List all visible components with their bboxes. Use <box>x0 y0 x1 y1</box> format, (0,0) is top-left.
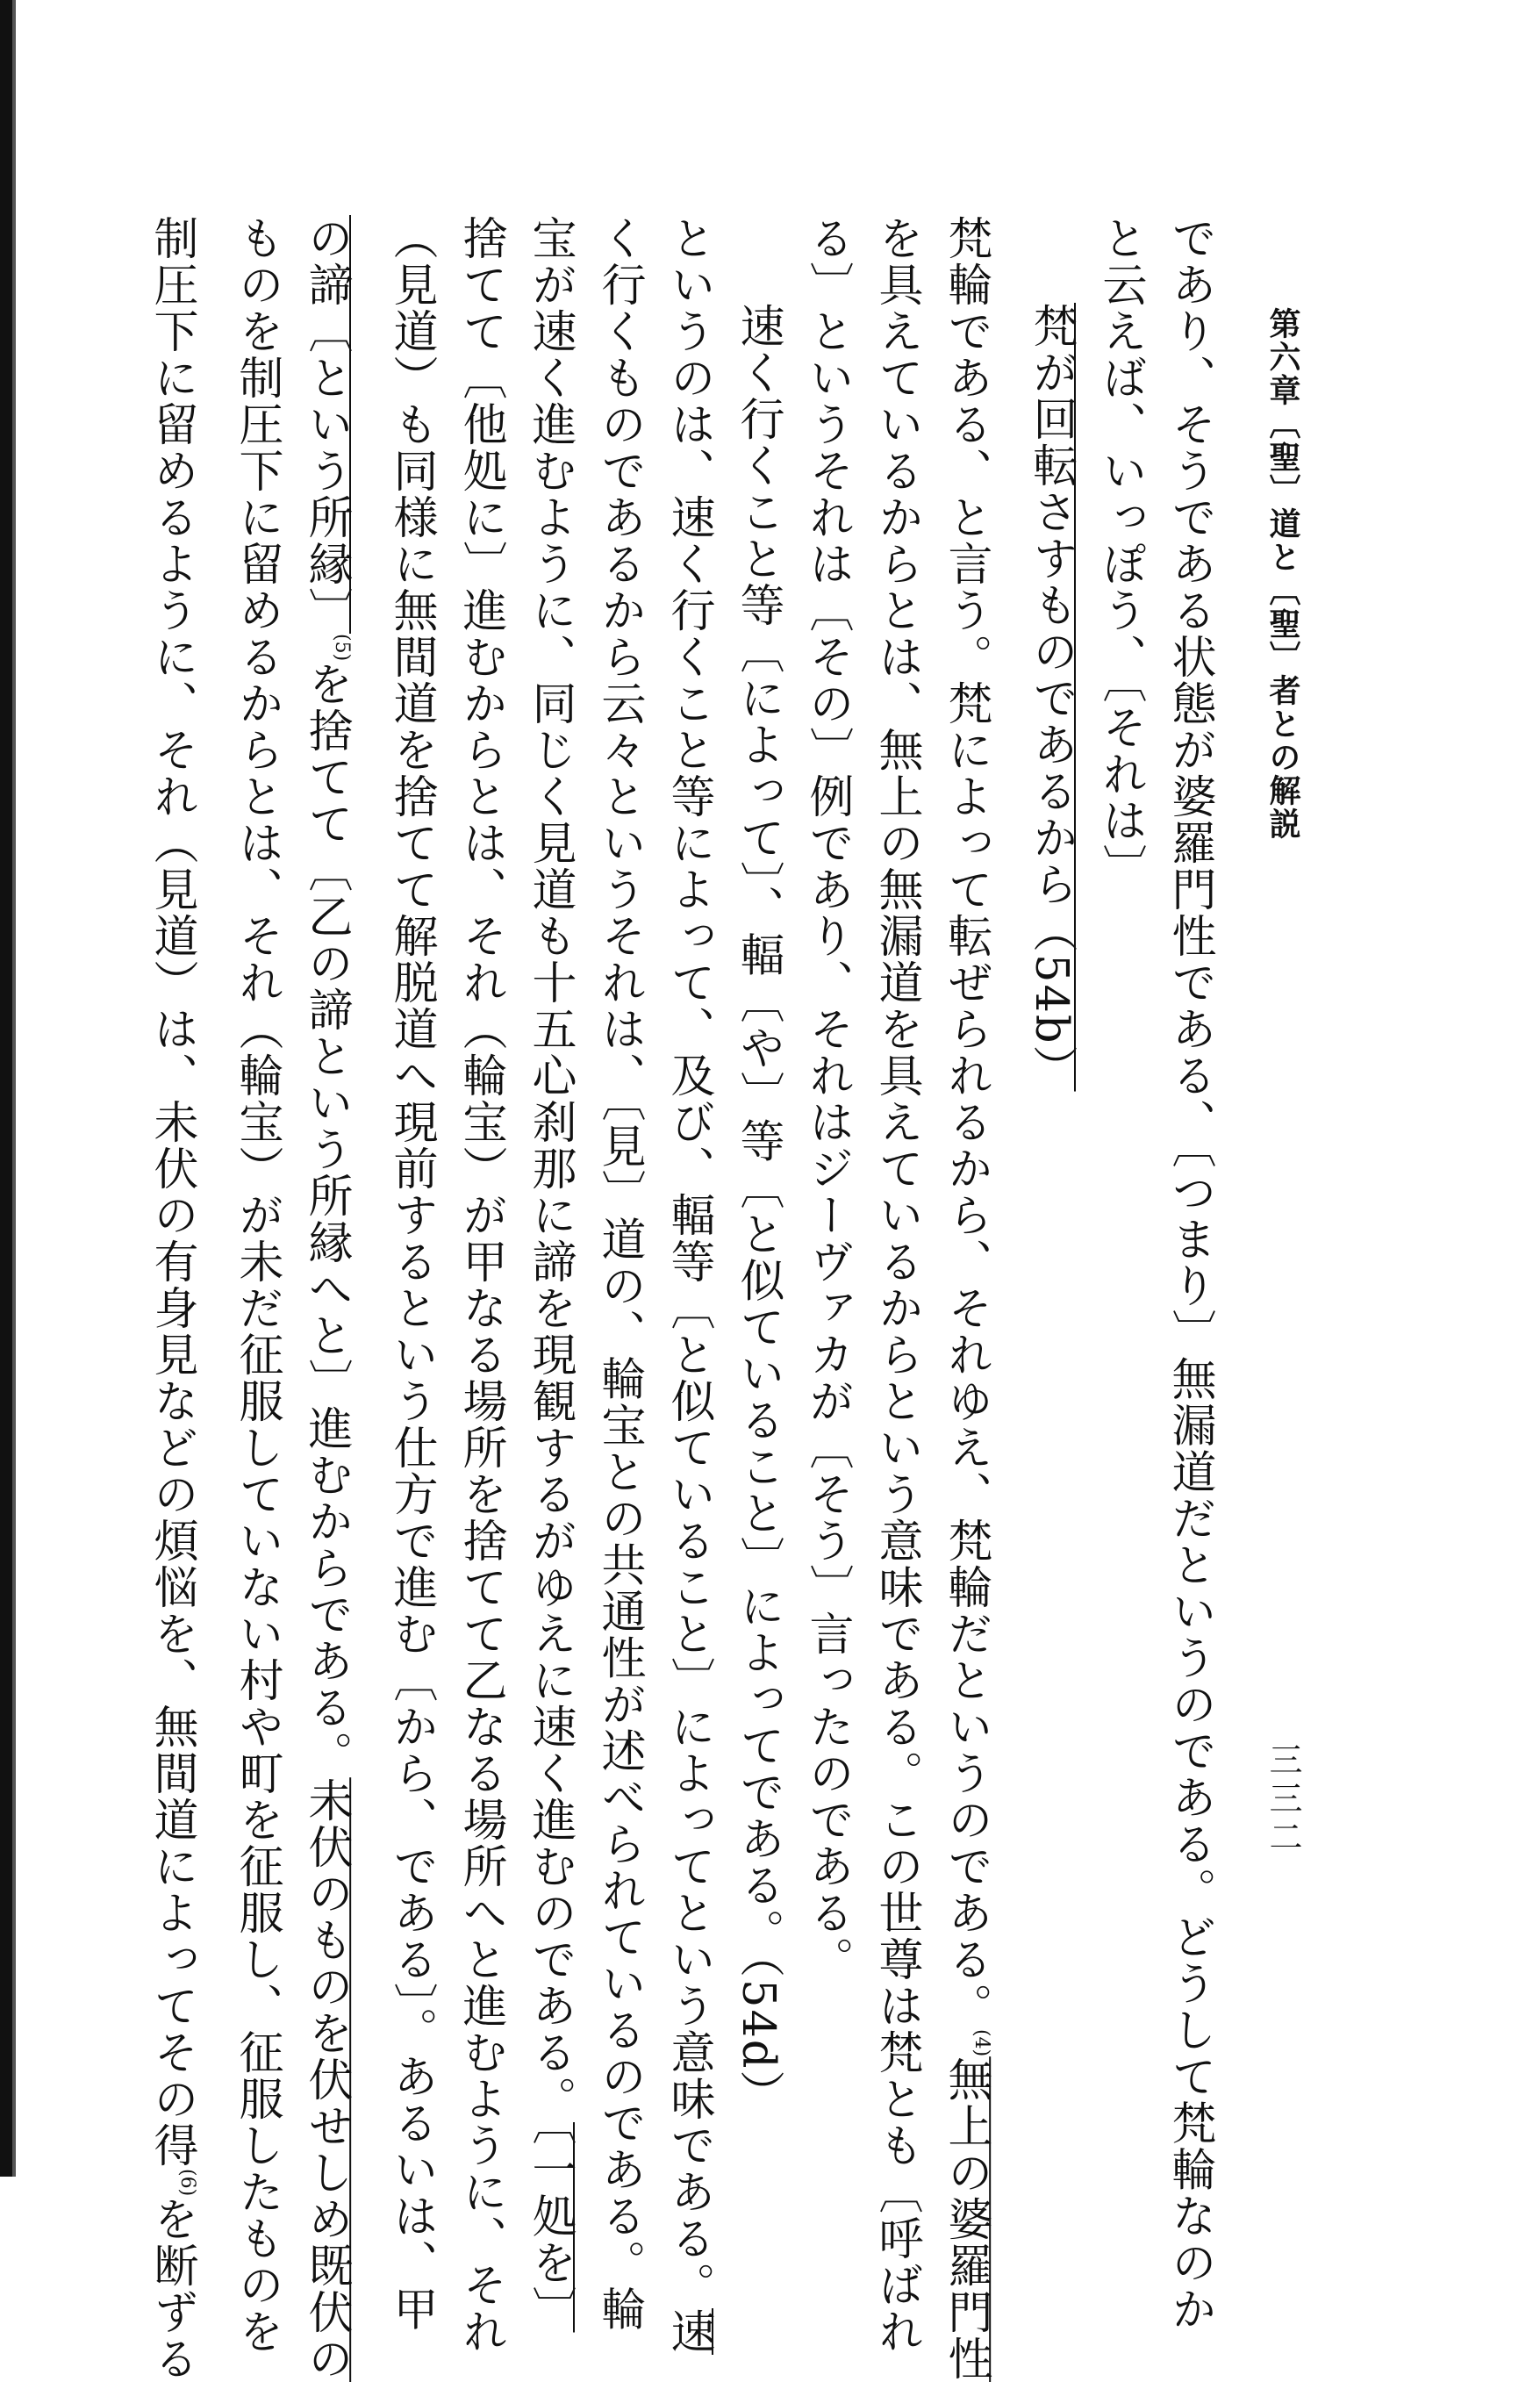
quoted-term: 速 <box>663 2308 714 2355</box>
text-line: ものを制圧下に留めるからとは、それ（輪宝）が未だ征服していない村や町を征服し、征服したものを <box>231 215 283 2355</box>
text-segment: を断ずる <box>146 2196 197 2382</box>
quoted-term: の諦〔という所縁〕 <box>300 215 352 634</box>
text-line: と云えば、いっぽう、〔それは〕 <box>1094 215 1146 891</box>
text-line: を具えているからとは、無上の無漏道を具えているからという意味である。この世尊は梵とも〔呼ばれ <box>870 215 922 2355</box>
footnote-marker: (4) <box>971 2029 992 2057</box>
text-line: であり、そうである状態が婆羅門性である、〔つまり〕無漏道だというのである。どうして梵輪なのか <box>1164 215 1215 2333</box>
text-line: る〕というそれは〔その〕例であり、それはジーヴァカが〔そう〕言ったのである。 <box>801 215 853 1983</box>
quoted-term: 〔一処を〕 <box>524 2122 576 2333</box>
main-text-column <box>146 215 1224 2382</box>
footnote-marker: (6) <box>176 2169 198 2197</box>
footnote-marker: (5) <box>331 634 353 662</box>
text-line: 捨てて〔他処に〕進むからとは、それ（輪宝）が甲なる場所を捨てて乙なる場所へと進むように、それ <box>455 215 506 2355</box>
text-line <box>931 215 1016 2382</box>
text-segment: 宝が速く進むように、同じく見道も十五心刹那に諦を現観するがゆえに速く進むのである。 <box>524 215 576 2122</box>
text-segment: 梵輪である、と言う。梵によって転ぜられるから、それゆえ、梵輪だというのである。 <box>940 215 992 2029</box>
quoted-term: 無上の婆羅門性 <box>940 2056 992 2382</box>
text-line: （見道）も同様に無間道を捨てて解脱道へ現前するという仕方で進む〔から、である〕。あるいは、甲 <box>385 215 437 2333</box>
quoted-term: 未伏のものを伏せしめ既伏の <box>300 1777 352 2382</box>
page-number: 三三二 <box>1264 1742 1302 1858</box>
text-segment: を捨てて〔乙の諦という所縁へと〕進むからである。 <box>300 661 352 1778</box>
book-spine-shadow <box>0 0 12 2177</box>
text-line <box>515 215 584 2333</box>
text-line <box>291 215 376 2382</box>
text-segment: というのは、速く行くこと等によって、及び、輻等〔と似ていること〕によってという意味である。 <box>663 215 714 2308</box>
book-spine-edge <box>12 0 16 2177</box>
verse-line: 速く行くこと等〔によって〕、輻〔や〕等〔と似ていること〕によってである。（54d） <box>732 303 784 2117</box>
text-line <box>137 215 222 2382</box>
verse-line: 梵が回転さすものであるから（54b） <box>1025 303 1077 1092</box>
text-line: く行くものであるから云々というそれは、〔見〕道の、輪宝との共通性が述べられているのである。輪 <box>593 215 645 2333</box>
text-line <box>654 215 723 2355</box>
text-segment: 制圧下に留めるように、それ（見道）は、未伏の有身見などの煩悩を、無間道によってその得 <box>146 215 197 2169</box>
running-head: 第六章〔聖〕道と〔聖〕者との解説 <box>1264 307 1301 841</box>
